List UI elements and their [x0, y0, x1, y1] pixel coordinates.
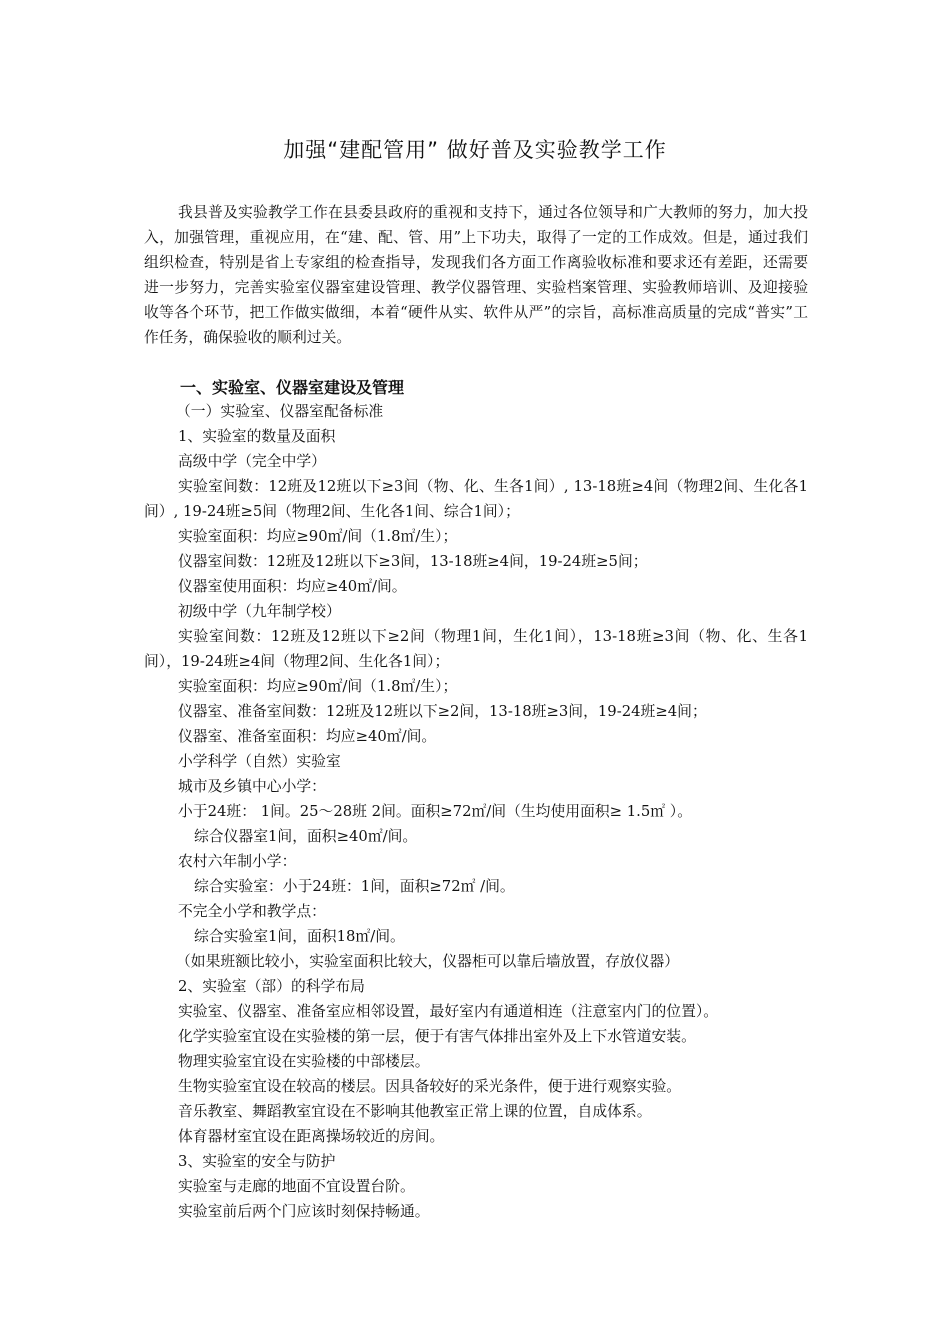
primary-city-instrument: 综合仪器室1间，面积≥40㎡/间。 [194, 828, 418, 845]
layout-line: 体育器材室宜设在距离操场较近的房间。 [178, 1128, 445, 1145]
primary-label: 小学科学（自然）实验室 [178, 753, 341, 770]
layout-line: 物理实验室宜设在实验楼的中部楼层。 [178, 1053, 430, 1070]
subsection-heading: （一）实验室、仪器室配备标准 [176, 403, 384, 420]
item-heading-1: 1、实验室的数量及面积 [178, 428, 336, 445]
middle-school-area: 实验室面积：均应≥90㎡/间（1.8㎡/生）； [178, 678, 458, 695]
layout-line: 生物实验室宜设在较高的楼层。因具备较好的采光条件，便于进行观察实验。 [178, 1078, 682, 1095]
item-heading-2: 2、实验室（部）的科学布局 [178, 978, 365, 995]
item-heading-3: 3、实验室的安全与防护 [178, 1153, 336, 1170]
high-school-instrument-area: 仪器室使用面积：均应≥40㎡/间。 [178, 578, 407, 595]
primary-city-label: 城市及乡镇中心小学： [178, 778, 326, 795]
middle-school-instrument-rooms: 仪器室、准备室间数：12班及12班以下≥2间，13-18班≥3间，19-24班≥4间； [178, 703, 707, 720]
layout-line: 音乐教室、舞蹈教室宜设在不影响其他教室正常上课的位置，自成体系。 [178, 1103, 652, 1120]
middle-school-instrument-area: 仪器室、准备室面积：均应≥40㎡/间。 [178, 728, 437, 745]
primary-incomplete-rooms: 综合实验室1间，面积18㎡/间。 [194, 928, 405, 945]
primary-city-rooms: 小于24班： 1间。25～28班 2间。面积≥72㎡/间（生均使用面积≥ 1.5㎡ ）。 [178, 803, 692, 820]
layout-line: 实验室、仪器室、准备室应相邻设置，最好室内有通道相连（注意室内门的位置）。 [178, 1003, 719, 1020]
middle-school-rooms: 实验室间数：12班及12班以下≥2间（物理1间，生化1间），13-18班≥3间（物、化、生各1间），19-24班≥4间（物理2间、生化各1间）； [144, 628, 808, 670]
primary-rural-rooms: 综合实验室：小于24班：1间，面积≥72㎡ /间。 [194, 878, 515, 895]
safety-line: 实验室前后两个门应该时刻保持畅通。 [178, 1203, 430, 1220]
high-school-label: 高级中学（完全中学） [178, 453, 326, 470]
high-school-rooms: 实验室间数：12班及12班以下≥3间（物、化、生各1间）, 13-18班≥4间（物理2间、生化各1间）, 19-24班≥5间（物理2间、生化各1间、综合1间）； [144, 478, 808, 520]
safety-line: 实验室与走廊的地面不宜设置台阶。 [178, 1178, 415, 1195]
primary-note: （如果班额比较小，实验室面积比较大，仪器柜可以靠后墙放置，存放仪器） [176, 953, 680, 970]
high-school-instrument-rooms: 仪器室间数：12班及12班以下≥3间，13-18班≥4间，19-24班≥5间； [178, 553, 648, 570]
section-heading: 一、实验室、仪器室建设及管理 [180, 378, 405, 397]
document-title: 加强“建配管用” 做好普及实验教学工作 [283, 138, 667, 162]
high-school-area: 实验室面积：均应≥90㎡/间（1.8㎡/生）； [178, 528, 458, 545]
middle-school-label: 初级中学（九年制学校） [178, 603, 341, 620]
intro-paragraph: 我县普及实验教学工作在县委县政府的重视和支持下，通过各位领导和广大教师的努力，加大投入，加强管理，重视应用，在“建、配、管、用”上下功夫，取得了一定的工作成效。但是，通过我们组织检查，特别是省上专家组的检查指导，发现我们各方面工作离验收标准和要求还有差距，还需要进一步努力，完善实验室仪器室建设管理、教学仪器管理、实验档案管理、实验教师培训、及迎接验收等各个环节，把工作做实做细，本着“硬件从实、软件从严”的宗旨，高标准高质量的完成“普实”工作任务，确保验收的顺利过关。 [144, 204, 808, 346]
primary-rural-label: 农村六年制小学： [178, 853, 297, 870]
layout-line: 化学实验室宜设在实验楼的第一层，便于有害气体排出室外及上下水管道安装。 [178, 1028, 696, 1045]
primary-incomplete-label: 不完全小学和教学点： [178, 903, 326, 920]
